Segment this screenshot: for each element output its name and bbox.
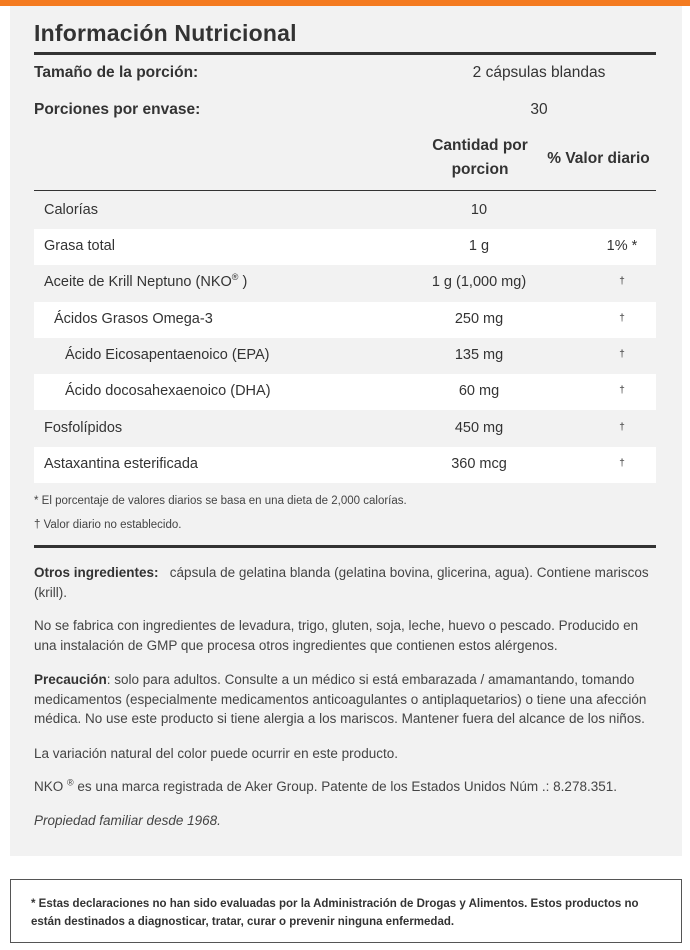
nutrition-panel (10, 6, 682, 856)
serving-size-row (34, 64, 656, 94)
nutrient-row: Ácido Eicosapentaenoico (EPA) 135 mg † (65, 347, 625, 363)
fda-disclaimer: * Estas declaraciones no han sido evaluadas por la Administración de Drogas y Alimentos. Estos productos no están destinados a diagnosticar, tratar, curar o prevenir ninguna enfermedad. (31, 898, 639, 928)
nutrient-row: Fosfolípidos 450 mg † (44, 420, 625, 436)
nutrient-row: Ácido docosahexaenoico (DHA) 60 mg † (34, 374, 656, 410)
other-ingredients-label: Otros ingredientes: (34, 565, 159, 580)
daily-value-footnote: * El porcentaje de valores diarios se basa en una dieta de 2,000 calorías. (34, 495, 407, 507)
servings-per-container-value: 30 (530, 101, 548, 118)
family-owned-note: Propiedad familiar desde 1968. (34, 813, 221, 828)
nutrient-row: Astaxantina esterificada 360 mcg † (34, 447, 656, 483)
nutrient-row: Calorías 10 (44, 202, 488, 218)
not-established-footnote: † Valor diario no establecido. (34, 519, 182, 531)
caution-text: : solo para adultos. Consulte a un médico si está embarazada / amamantando, tomando medicamentos (especialmente medicamentos anticoagulantes o antiplaquetarios) o tiene una afección médica. No use este producto si tiene alergia a los mariscos. Mantener fuera del alcance de los niños. (34, 672, 647, 726)
allergen-statement: No se fabrica con ingredientes de levadura, trigo, gluten, soja, leche, huevo o pescado. Producido en una instalación de GMP que procesa otros ingredientes que contienen estos alérgenos. (34, 618, 639, 653)
trademark-note: NKO ® es una marca registrada de Aker Group. Patente de los Estados Unidos Núm .: 8.278.351. (34, 777, 617, 794)
caution-label: Precaución (34, 672, 107, 687)
other-ingredients-text: cápsula de gelatina blanda (gelatina bovina, glicerina, agua). Contiene mariscos (krill). (34, 565, 649, 600)
nutrient-row: Aceite de Krill Neptuno (NKO® ) 1 g (1,000 mg) † (44, 272, 625, 290)
serving-size-value: 2 cápsulas blandas (472, 64, 606, 81)
daily-value-column-header: % Valor diario (547, 150, 650, 167)
divider (34, 52, 656, 55)
color-variation-note: La variación natural del color puede ocurrir en este producto. (34, 746, 398, 761)
fda-disclaimer-box (10, 879, 682, 943)
panel-title: Información Nutricional (34, 20, 297, 46)
amount-column-header: Cantidad por porcion (432, 137, 528, 178)
servings-per-container-row (34, 101, 656, 131)
divider (34, 545, 656, 548)
nutrient-row: Grasa total 1 g 1% * (34, 229, 656, 265)
nutrient-row: Ácidos Grasos Omega-3 250 mg † (34, 302, 656, 338)
serving-size-label: Tamaño de la porción: (34, 64, 199, 81)
caution-statement (34, 670, 659, 729)
divider (34, 190, 656, 191)
other-ingredients (34, 563, 659, 602)
servings-per-container-label: Porciones por envase: (34, 101, 201, 118)
